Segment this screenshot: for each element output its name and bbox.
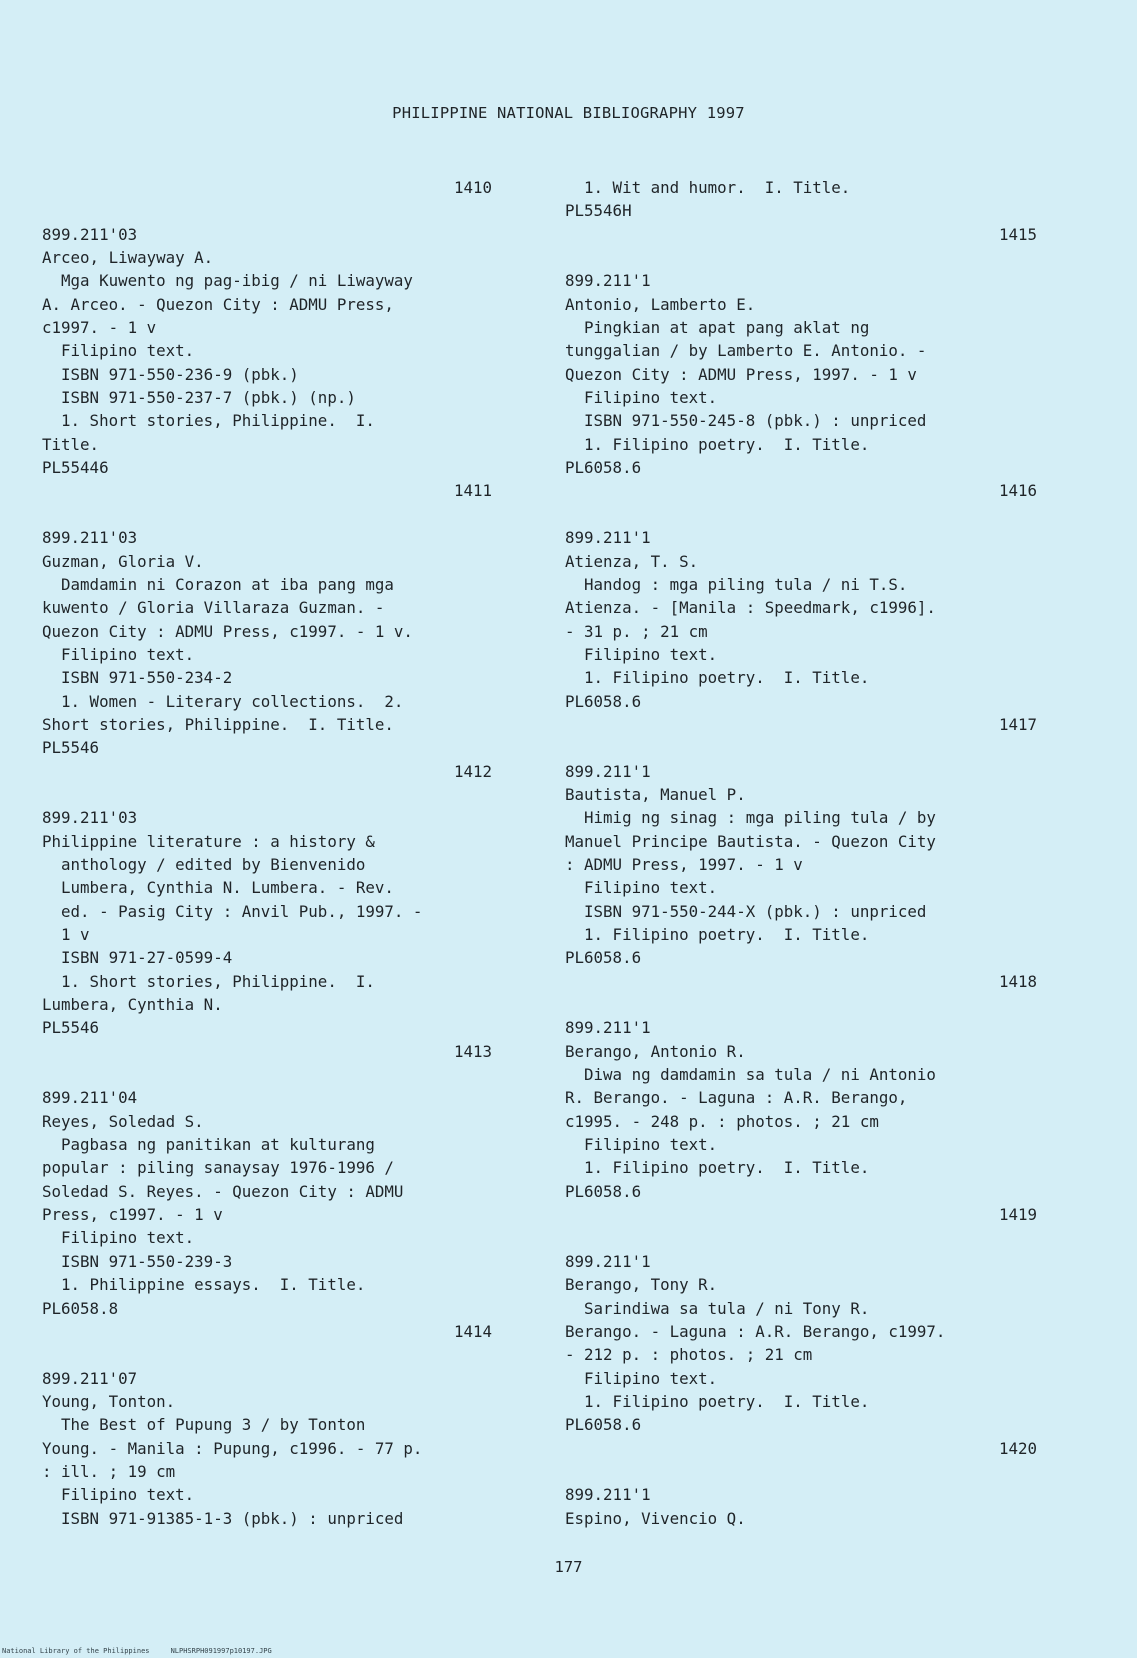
entry-line: Lumbera, Cynthia N. Lumbera. - Rev. xyxy=(42,878,394,898)
entry-line: Lumbera, Cynthia N. xyxy=(42,995,223,1015)
entry-number: 1413 xyxy=(453,1041,492,1061)
entry-line: PL5546 xyxy=(42,738,100,758)
entry-line: 899.211'1 xyxy=(565,1018,651,1038)
entry-line: Atienza. - [Manila : Speedmark, c1996]. xyxy=(565,598,936,618)
entry-line: Mga Kuwento ng pag-ibig / ni Liwayway xyxy=(42,271,413,291)
entry-line: Filipino text. xyxy=(42,1228,195,1248)
entry-line: Young, Tonton. xyxy=(42,1391,176,1411)
entry-line: Pingkian at apat pang aklat ng xyxy=(565,318,870,338)
entry-line: 899.211'03 xyxy=(42,224,138,244)
entry-line: Berango. - Laguna : A.R. Berango, c1997. xyxy=(565,1321,946,1341)
spacer xyxy=(565,246,1037,269)
entry-line: ISBN 971-550-245-8 (pbk.) : unpriced xyxy=(565,411,927,431)
spacer xyxy=(565,503,1037,526)
spacer xyxy=(565,993,1037,1016)
entry-line: PL6058.6 xyxy=(565,691,642,711)
entry-line: - 212 p. : photos. ; 21 cm xyxy=(565,1345,813,1365)
page-header: PHILIPPINE NATIONAL BIBLIOGRAPHY 1997 xyxy=(392,104,745,122)
bibliography-entry xyxy=(42,176,492,479)
entry-line: ISBN 971-27-0599-4 xyxy=(42,948,233,968)
spacer xyxy=(42,783,492,806)
entry-line: Pagbasa ng panitikan at kulturang xyxy=(42,1135,375,1155)
entry-line: A. Arceo. - Quezon City : ADMU Press, xyxy=(42,294,394,314)
entry-line: 1. Philippine essays. I. Title. xyxy=(42,1275,366,1295)
entry-line: 1. Filipino poetry. I. Title. xyxy=(565,434,870,454)
entry-line: Arceo, Liwayway A. xyxy=(42,248,214,268)
entry-line: 1. Filipino poetry. I. Title. xyxy=(565,1391,870,1411)
entry-line: Berango, Antonio R. xyxy=(565,1041,746,1061)
bibliography-entry xyxy=(42,479,492,759)
entry-line: : ill. ; 19 cm xyxy=(42,1461,176,1481)
spacer xyxy=(565,1226,1037,1249)
right-column xyxy=(565,176,1037,1530)
bibliography-entry xyxy=(565,1437,1037,1530)
entry-line: 1. Short stories, Philippine. I. xyxy=(42,411,375,431)
spacer xyxy=(565,1460,1037,1483)
entry-line: Filipino text. xyxy=(565,1368,718,1388)
entry-number: 1417 xyxy=(998,714,1037,734)
entry-line: Soledad S. Reyes. - Quezon City : ADMU xyxy=(42,1181,404,1201)
entry-line: 899.211'03 xyxy=(42,528,138,548)
entry-line: Filipino text. xyxy=(42,644,195,664)
entry-line: 899.211'1 xyxy=(565,271,651,291)
entry-line: - 31 p. ; 21 cm xyxy=(565,621,708,641)
entry-line: R. Berango. - Laguna : A.R. Berango, xyxy=(565,1088,908,1108)
spacer xyxy=(565,736,1037,759)
entry-line: ISBN 971-550-236-9 (pbk.) xyxy=(42,364,299,384)
bibliography-entry xyxy=(42,1320,492,1530)
entry-line: Filipino text. xyxy=(565,388,718,408)
entry-line: Quezon City : ADMU Press, c1997. - 1 v. xyxy=(42,621,413,641)
entry-line: ISBN 971-91385-1-3 (pbk.) : unpriced xyxy=(42,1508,404,1528)
entry-line: 899.211'04 xyxy=(42,1088,138,1108)
entry-line: PL6058.6 xyxy=(565,1415,642,1435)
entry-line: 899.211'1 xyxy=(565,528,651,548)
entry-number: 1414 xyxy=(453,1321,492,1341)
continued-entry xyxy=(565,176,1037,223)
entry-line: 1. Filipino poetry. I. Title. xyxy=(565,925,870,944)
entry-number: 1420 xyxy=(998,1438,1037,1458)
entry-line: ISBN 971-550-237-7 (pbk.) (np.) xyxy=(42,388,356,408)
bibliography-entry xyxy=(42,760,492,1040)
entry-line: Manuel Principe Bautista. - Quezon City xyxy=(565,831,936,851)
entry-line: 1. Short stories, Philippine. I. xyxy=(42,971,375,991)
entry-line: Filipino text. xyxy=(565,878,718,898)
entry-line: 899.211'07 xyxy=(42,1368,138,1388)
entry-line: Filipino text. xyxy=(42,341,195,361)
spacer xyxy=(42,199,492,222)
entry-line: PL6058.8 xyxy=(42,1298,119,1318)
entry-line: PL5546 xyxy=(42,1018,100,1038)
entry-line: 1. Wit and humor. I. Title. xyxy=(565,178,851,197)
entry-line: Damdamin ni Corazon at iba pang mga xyxy=(42,574,394,594)
spacer xyxy=(42,1063,492,1086)
entry-number: 1416 xyxy=(998,481,1037,501)
entry-line: Filipino text. xyxy=(42,1485,195,1505)
entry-line: tunggalian / by Lamberto E. Antonio. - xyxy=(565,341,927,361)
entry-line: Handog : mga piling tula / ni T.S. xyxy=(565,574,908,594)
bibliography-entry xyxy=(565,970,1037,1203)
page-number: 177 xyxy=(554,1558,583,1576)
bibliography-entry xyxy=(42,1040,492,1320)
entry-line: Filipino text. xyxy=(565,644,718,664)
bibliography-entry xyxy=(565,479,1037,712)
entry-line: Reyes, Soledad S. xyxy=(42,1111,204,1131)
entry-line: The Best of Pupung 3 / by Tonton xyxy=(42,1415,366,1435)
entry-line: Young. - Manila : Pupung, c1996. - 77 p. xyxy=(42,1438,423,1458)
entry-line: PL6058.6 xyxy=(565,458,642,478)
entry-line: PL6058.6 xyxy=(565,1181,642,1201)
bibliography-entry xyxy=(565,713,1037,970)
entry-line: 899.211'1 xyxy=(565,761,651,781)
entry-line: c1995. - 248 p. : photos. ; 21 cm xyxy=(565,1111,879,1131)
bibliography-entry xyxy=(565,223,1037,480)
entry-line: 1. Filipino poetry. I. Title. xyxy=(565,1158,870,1178)
entry-line: Philippine literature : a history & xyxy=(42,831,375,851)
scan-footer: National Library of the Philippines NLPHSRPH091997p10197.JPG xyxy=(2,1647,272,1655)
entry-line: Diwa ng damdamin sa tula / ni Antonio xyxy=(565,1065,936,1085)
entry-number: 1415 xyxy=(998,224,1037,244)
entry-line: PL6058.6 xyxy=(565,948,642,968)
bibliography-entry xyxy=(565,1203,1037,1436)
entry-line: PL5546H xyxy=(565,201,632,221)
spacer xyxy=(42,503,492,526)
entry-line: ISBN 971-550-244-X (pbk.) : unpriced xyxy=(565,901,927,921)
entry-line: ISBN 971-550-234-2 xyxy=(42,668,233,688)
entry-line: Guzman, Gloria V. xyxy=(42,551,204,571)
entry-line: Short stories, Philippine. I. Title. xyxy=(42,714,394,734)
entry-line: ISBN 971-550-239-3 xyxy=(42,1251,233,1271)
entry-line: 1. Women - Literary collections. 2. xyxy=(42,691,404,711)
entry-line: Bautista, Manuel P. xyxy=(565,784,746,804)
entry-number: 1410 xyxy=(453,178,492,197)
entry-line: Quezon City : ADMU Press, 1997. - 1 v xyxy=(565,364,917,384)
entry-line: anthology / edited by Bienvenido xyxy=(42,854,366,874)
entry-line: Himig ng sinag : mga piling tula / by xyxy=(565,808,936,828)
entry-number: 1411 xyxy=(453,481,492,501)
entry-line: ed. - Pasig City : Anvil Pub., 1997. - xyxy=(42,901,423,921)
entry-line: : ADMU Press, 1997. - 1 v xyxy=(565,854,803,874)
entry-line: 899.211'1 xyxy=(565,1485,651,1505)
entry-line: PL55446 xyxy=(42,458,109,478)
entry-line: Press, c1997. - 1 v xyxy=(42,1205,223,1225)
entry-line: 1. Filipino poetry. I. Title. xyxy=(565,668,870,688)
entry-line: Atienza, T. S. xyxy=(565,551,699,571)
entry-line: Berango, Tony R. xyxy=(565,1275,718,1295)
entry-line: Title. xyxy=(42,434,100,454)
entry-line: Filipino text. xyxy=(565,1135,718,1155)
entry-line: 1 v xyxy=(42,925,90,944)
entry-line: c1997. - 1 v xyxy=(42,318,157,338)
entry-line: Antonio, Lamberto E. xyxy=(565,294,756,314)
entry-number: 1418 xyxy=(998,971,1037,991)
entry-line: Espino, Vivencio Q. xyxy=(565,1508,746,1528)
entry-line: 899.211'03 xyxy=(42,808,138,828)
left-column xyxy=(42,176,492,1530)
entry-number: 1419 xyxy=(998,1205,1037,1225)
spacer xyxy=(42,1343,492,1366)
entry-line: Sarindiwa sa tula / ni Tony R. xyxy=(565,1298,870,1318)
entry-number: 1412 xyxy=(453,761,492,781)
entry-line: kuwento / Gloria Villaraza Guzman. - xyxy=(42,598,385,618)
entry-line: popular : piling sanaysay 1976-1996 / xyxy=(42,1158,394,1178)
entry-line: 899.211'1 xyxy=(565,1251,651,1271)
